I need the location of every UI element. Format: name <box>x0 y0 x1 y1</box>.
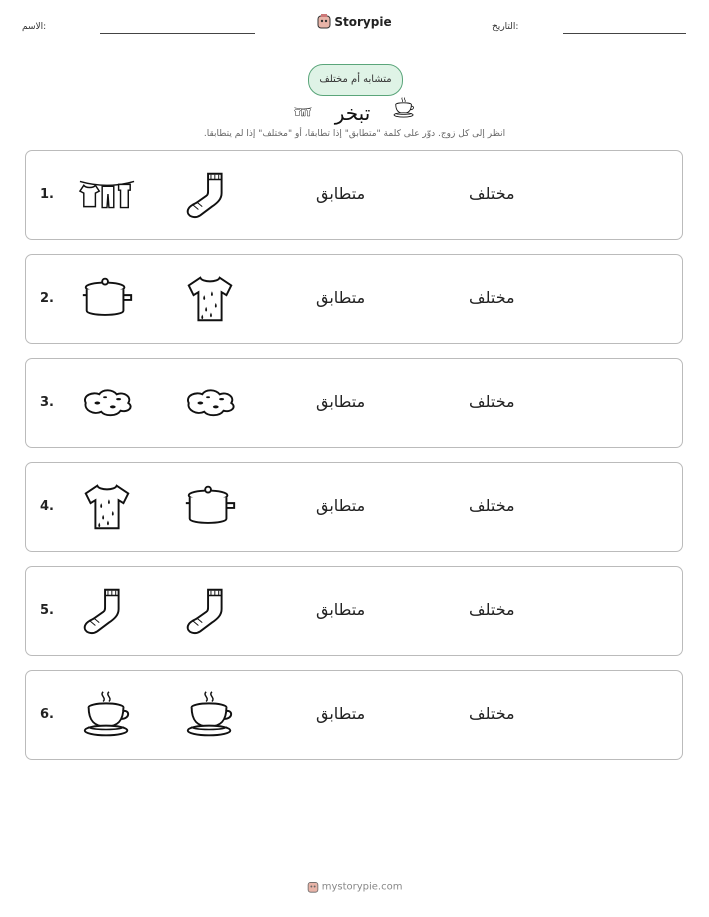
different-option[interactable]: مختلف <box>469 704 515 723</box>
teacup-icon <box>391 96 417 120</box>
date-label: التاريخ: <box>492 22 519 32</box>
question-number: 3. <box>40 395 54 410</box>
different-option[interactable]: مختلف <box>469 600 515 619</box>
page-title-row <box>0 96 709 125</box>
sock-icon <box>181 169 239 221</box>
clothesline-icon <box>292 104 314 120</box>
storypie-logo-icon <box>307 882 319 893</box>
footer <box>0 880 709 893</box>
date-line[interactable] <box>563 33 686 34</box>
question-number: 4. <box>40 499 54 514</box>
question-card <box>25 462 683 552</box>
puddle-icon <box>181 377 239 429</box>
wet-shirt-icon <box>181 273 239 325</box>
instructions: انظر إلى كل زوج. دوّر على كلمة "متطابق" إذا تطابقا، أو "مختلف" إذا لم يتطابقا. <box>203 129 506 139</box>
match-option[interactable]: متطابق <box>316 496 366 515</box>
different-option[interactable]: مختلف <box>469 288 515 307</box>
different-option[interactable]: مختلف <box>469 392 515 411</box>
clothesline-icon <box>78 169 136 221</box>
storypie-logo-icon <box>317 13 331 32</box>
match-option[interactable]: متطابق <box>316 288 366 307</box>
question-card <box>25 566 683 656</box>
different-option[interactable]: مختلف <box>469 496 515 515</box>
match-option[interactable]: متطابق <box>316 184 366 203</box>
question-card <box>25 150 683 240</box>
sock-icon <box>181 585 239 637</box>
name-line[interactable] <box>100 33 255 34</box>
wet-shirt-icon <box>78 481 136 533</box>
sock-icon <box>78 585 136 637</box>
question-number: 5. <box>40 603 54 618</box>
question-card <box>25 254 683 344</box>
match-option[interactable]: متطابق <box>316 392 366 411</box>
brand-name: Storypie <box>334 15 392 29</box>
footer-url: mystorypie.com <box>321 881 403 893</box>
puddle-icon <box>78 377 136 429</box>
match-option[interactable]: متطابق <box>316 600 366 619</box>
teacup-icon <box>78 689 136 741</box>
brand <box>0 13 709 32</box>
name-label: الاسم: <box>22 22 47 32</box>
question-number: 6. <box>40 707 54 722</box>
page-title: تبخر <box>334 101 371 125</box>
teacup-icon <box>181 689 239 741</box>
question-card <box>25 670 683 760</box>
different-option[interactable]: مختلف <box>469 184 515 203</box>
question-number: 2. <box>40 291 54 306</box>
match-option[interactable]: متطابق <box>316 704 366 723</box>
worksheet-type-badge: متشابه أم مختلف <box>308 64 403 96</box>
pot-icon <box>181 481 239 533</box>
question-card <box>25 358 683 448</box>
pot-icon <box>78 273 136 325</box>
question-number: 1. <box>40 187 54 202</box>
